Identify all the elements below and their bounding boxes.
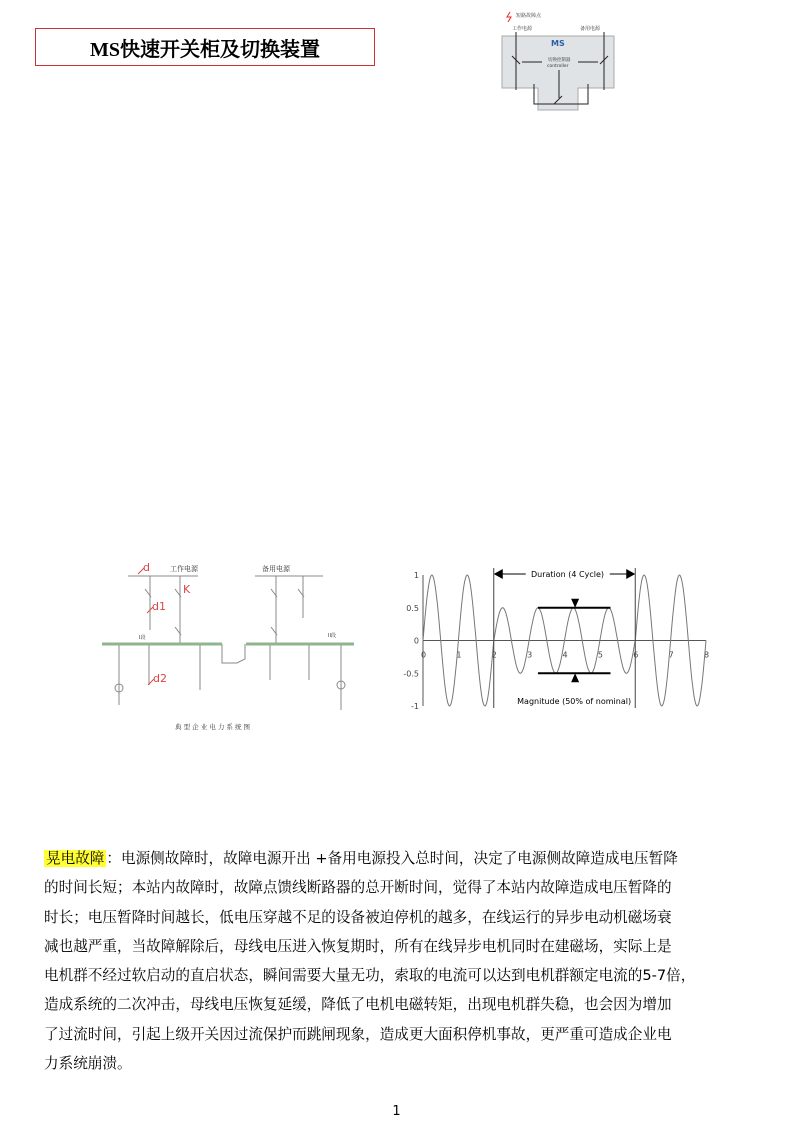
x-tick-label: 8 <box>704 650 710 660</box>
switch-k-label: K <box>183 583 191 596</box>
fault-point-label: 短路故障点 <box>516 13 542 19</box>
y-tick-label: 0 <box>413 636 419 646</box>
y-tick-label: 1 <box>413 571 419 580</box>
lightning-icon <box>507 12 511 22</box>
backup-source-label: 备用电源 <box>580 26 601 32</box>
section-1-label: I段 <box>139 635 146 641</box>
paragraph-line: 的时间长短；本站内故障时，故障点馈线断路器的总开断时间，觉得了本站内故障造成电压暂降的 <box>44 879 672 897</box>
page-number: 1 <box>392 1104 401 1119</box>
x-tick-label: 0 <box>421 650 427 660</box>
x-tick-label: 5 <box>597 650 603 660</box>
y-tick-label: 0.5 <box>406 603 419 613</box>
ms-switch-diagram <box>498 10 620 118</box>
x-tick-label: 1 <box>456 650 462 660</box>
x-tick-label: 7 <box>668 650 674 660</box>
duration-label: Duration (4 Cycle) <box>530 570 605 579</box>
paragraph-line: 减也越严重，当故障解除后，母线电压进入恢复期时，所有在线异步电机同时在建磁场，实际上是 <box>44 937 672 955</box>
voltage-sag-chart <box>400 560 720 715</box>
line-text: ：电源侧故障时，故障电源开出 +备用电源投入总时间，决定了电源侧故障造成电压暂降 <box>106 850 678 867</box>
diagram-caption: 典 型 企 业 电 力 系 统 图 <box>175 723 251 731</box>
fault-d1-label: d1 <box>152 600 166 613</box>
paragraph-line: 电机群不经过软启动的直启状态，瞬间需要大量无功，索取的电流可以达到电机群额定电流的5-7倍， <box>44 967 696 985</box>
magnitude-label: Magnitude (50% of nominal) <box>517 697 632 706</box>
work-source-label: 工作电源 <box>512 26 533 32</box>
paragraph-line: 时长；电压暂降时间越长，低电压穿越不足的设备被迫停机的越多，在线运行的异步电动机磁场衰 <box>44 908 672 926</box>
page-title: MS快速开关柜及切换装置 <box>35 28 375 66</box>
paragraph-line: 了过流时间，引起上级开关因过流保护而跳闸现象，造成更大面积停机事故，更严重可造成企业电 <box>44 1025 672 1043</box>
x-tick-label: 6 <box>633 650 639 660</box>
body-paragraph <box>44 844 764 1078</box>
controller-label-en: controller <box>547 64 569 69</box>
fault-d2-label: d2 <box>153 672 167 685</box>
x-tick-label: 3 <box>527 650 533 660</box>
highlighted-term: 晃电故障 <box>46 850 105 867</box>
paragraph-line: 造成系统的二次冲击，母线电压恢复延缓，降低了电机电磁转矩，出现电机群失稳，也会因为增加 <box>44 996 672 1014</box>
section-2-label: II段 <box>328 633 336 639</box>
work-source-label: 工作电源 <box>170 565 198 573</box>
y-tick-label: -1 <box>411 702 419 711</box>
backup-source-label: 备用电源 <box>262 565 290 573</box>
y-tick-label: -0.5 <box>403 669 419 679</box>
ms-logo: MS <box>551 39 565 48</box>
controller-label-cn: 切换控制器 <box>548 58 571 63</box>
paragraph-line <box>44 844 764 873</box>
paragraph-line: 力系统崩溃。 <box>44 1055 132 1073</box>
x-tick-label: 2 <box>491 650 497 660</box>
x-tick-label: 4 <box>562 650 568 660</box>
system-single-line-diagram <box>95 555 365 740</box>
fault-d-label: d <box>143 561 150 574</box>
